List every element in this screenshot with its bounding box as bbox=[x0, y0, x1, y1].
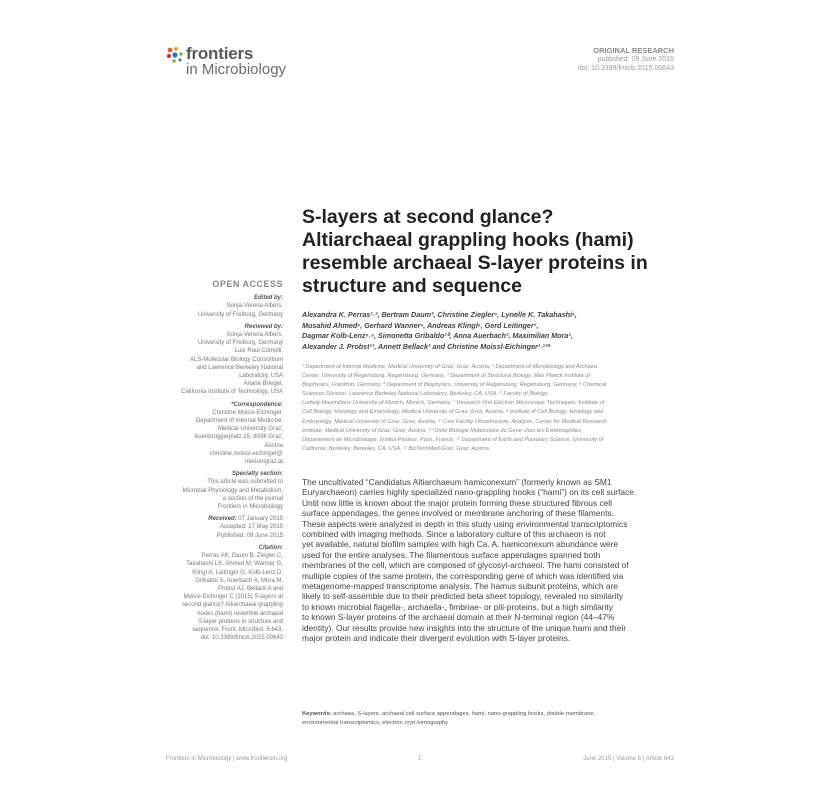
reviewed-by-line: California Institute of Technology, USA bbox=[181, 389, 283, 396]
doi: doi: 10.3389/fmicb.2015.00643 bbox=[577, 65, 674, 72]
page-number: 1 bbox=[418, 756, 422, 762]
edited-by-label: Edited by: bbox=[253, 295, 283, 302]
abstract-line: metagenome-mapped transcriptome analysis. The hamus subunit proteins, which are bbox=[302, 581, 618, 592]
accepted-label: Accepted: bbox=[219, 524, 247, 531]
author-line: Alexandra K. Perras¹˒², Bertram Daum³, Christine Ziegler⁴, Lynelle K. Takahashi⁵, bbox=[302, 310, 577, 319]
received-label: Received: bbox=[208, 516, 237, 523]
affiliation-line: California, Berkeley, Berkeley, CA, USA, ¹² BioTechMed-Graz, Graz, Austria bbox=[302, 445, 489, 452]
title-line: resemble archaeal S-layer proteins in bbox=[302, 252, 648, 274]
correspondence-line: Christine Moissl-Eichinger, bbox=[212, 409, 283, 416]
open-access-label: OPEN ACCESS bbox=[212, 279, 283, 289]
abstract-line: to known S-layer proteins of the archaeal domain at their N-terminal region (44–47% bbox=[302, 612, 615, 623]
published-value: 09 June 2015 bbox=[246, 532, 283, 539]
citation-label: Citation: bbox=[258, 544, 283, 551]
edited-by-line: Sonja-Verena Albers, bbox=[226, 303, 283, 310]
keywords bbox=[302, 710, 676, 727]
abstract-line: yet available, natural biofilm samples with high Ca. A. hamiconexum abundance were bbox=[302, 539, 619, 550]
frontiers-logo-icon bbox=[166, 46, 184, 64]
author-line: Dagmar Kolb-Lenz⁸˒⁹, Simonetta Gribaldo¹⁰, Anna Auerbach², Maximilian Mora¹, bbox=[302, 331, 573, 341]
citation-line: Gribaldo S, Auerbach A, Mora M, bbox=[195, 577, 283, 584]
specialty-label: Specialty section: bbox=[231, 471, 283, 478]
abstract-line: The uncultivated “Candidatus Altiarchaeum hamiconexum” (formerly known as SM1 bbox=[302, 477, 612, 487]
citation-line: second glance? Altiarchaeal grappling bbox=[181, 602, 283, 609]
abstract-line: These aspects were analyzed in depth in this study using environmental transcriptomics bbox=[302, 518, 628, 529]
article-title bbox=[302, 206, 682, 298]
affiliation-line: Center, University of Regensburg, Regensburg, Germany, ³ Department of Structural Biology, Max Planck Institute of bbox=[302, 373, 591, 380]
affiliation-line: Sciences Division, Lawrence Berkeley National Laboratory, Berkeley, CA, USA, ⁶ Faculty of Biology, bbox=[302, 391, 549, 398]
footer-journal-link[interactable]: Frontiers in Microbiology | www.frontiersin.org bbox=[166, 756, 288, 762]
correspondence-email[interactable]: christine.moissl-eichinger@ bbox=[209, 450, 283, 457]
specialty-line: This article was submitted to bbox=[207, 479, 283, 486]
published-date-side bbox=[160, 532, 283, 540]
reviewed-by-line: ALS-Molecular Biology Consortium bbox=[189, 356, 283, 363]
abstract-line: surface appendages, the genes involved or membrane anchoring of these filaments. bbox=[302, 508, 614, 519]
affiliation-line: Ludwig-Maximilians-University of Munich, Munich, Germany, ⁷ Research Unit Electron Microscopic Techniques, Institute of bbox=[302, 400, 605, 407]
correspondence-label: *Correspondence: bbox=[230, 401, 283, 408]
affiliation-line: Institute, Medical University of Graz, Graz, Austria, ¹⁰ Unité Biologie Moléculaire du Gene chez les Extrêmophiles, bbox=[302, 427, 583, 434]
abstract bbox=[302, 477, 676, 644]
accepted-date bbox=[160, 523, 283, 531]
abstract-line: combined with imaging methods. Since a laboratory culture of this archaeon is not bbox=[302, 529, 606, 540]
abstract-line: Until now little is known about the major protein forming these structured fibrous cell bbox=[302, 497, 613, 508]
affiliation-line: Cell Biology, Histology and Embryology, Medical University of Graz, Graz, Austria, ⁸ Institute of Cell Biology, Histology and bbox=[302, 409, 604, 416]
affiliations bbox=[302, 363, 672, 454]
abstract-line: Euryarchaeon) carries highly specialized nano-grappling hooks (“hami”) on its cell surface. bbox=[302, 487, 637, 498]
reviewed-by-line: University of Freiburg, Germany bbox=[197, 340, 283, 347]
edited-by-line: University of Freiburg, Germany bbox=[197, 311, 283, 318]
abstract-line: membranes of the cell, which are composed of glycosyl-archaeol. The hami consisted of bbox=[302, 560, 629, 571]
article-type: ORIGINAL RESEARCH bbox=[593, 46, 674, 55]
correspondence-line: Medical University Graz, bbox=[217, 426, 283, 433]
citation-line: sequence. Front. Microbiol. 6:643. bbox=[192, 626, 283, 633]
citation-line: Takahashi LK, Ahmed M, Wanner G, bbox=[186, 561, 283, 568]
affiliation-line: ¹ Department of Internal Medicine, Medical University of Graz, Graz, Austria, ² Department of Microbiology and Archaea bbox=[302, 364, 597, 370]
citation-line: Perras AK, Daum B, Ziegler C, bbox=[201, 553, 283, 560]
specialty-line: Microbial Physiology and Metabolism, bbox=[182, 487, 283, 494]
footer-issue: June 2015 | Volume 6 | Article 643 bbox=[583, 756, 674, 762]
correspondence-line: Auenbruggerplatz 15, 8036 Graz, bbox=[194, 434, 283, 441]
correspondence-line: Department of Internal Medicine, bbox=[195, 418, 283, 425]
reviewed-by-line: Laboratory, USA bbox=[239, 373, 283, 380]
specialty-line: Frontiers in Microbiology bbox=[217, 504, 283, 511]
article-meta bbox=[578, 46, 674, 73]
correspondence-email[interactable]: medunigraz.at bbox=[244, 459, 283, 466]
citation-line: hooks (hami) resemble archaeal bbox=[197, 610, 283, 617]
reviewed-by-label: Reviewed by: bbox=[244, 323, 283, 330]
received-date bbox=[160, 515, 283, 523]
citation-line: Probst AJ, Bellack A and bbox=[217, 585, 283, 592]
reviewed-by-line: Sonja-Verena Albers, bbox=[226, 332, 283, 339]
title-line: structure and sequence bbox=[302, 275, 522, 297]
title-line: S-layers at second glance? bbox=[302, 206, 554, 228]
author-line: Musahid Ahmed⁵, Gerhard Wanner⁶, Andreas Klingl⁶, Gerd Leitinger⁷, bbox=[302, 320, 539, 330]
published-label: Published: bbox=[216, 532, 245, 539]
logo-journal: in Microbiology bbox=[186, 61, 287, 78]
abstract-line: likely to self-assemble due to their predicted beta sheet topology, revealed no similarity bbox=[302, 591, 624, 602]
abstract-line: major protein and indicate their divergent evolution with S-layer proteins. bbox=[302, 633, 571, 644]
keywords-line: environmental transcriptomics, electron cryo-tomography bbox=[302, 719, 448, 726]
abstract-line: to known microbial flagella-, archaella-, fimbriae- or pili-proteins, but a high similarity bbox=[302, 601, 613, 612]
abstract-line: multiple copies of the same protein, the corresponding gene of which was identified via bbox=[302, 570, 624, 581]
citation-line: S-layer proteins in structure and bbox=[197, 618, 283, 625]
affiliation-line: Biophysics, Frankfurt, Germany, ⁴ Department of Biophysics, University of Regensburg, Regensburg, Germany, ⁵ Chemical bbox=[302, 382, 607, 389]
reviewed-by-line: and Lawrence Berkeley National bbox=[196, 364, 283, 371]
citation-line: Klingl A, Leitinger G, Kolb-Lenz D, bbox=[192, 569, 283, 576]
affiliation-line: Département de Microbiologie, Institut Pasteur, Paris, France, ¹¹ Department of Earth and Planetary Science, University of bbox=[302, 436, 604, 443]
affiliation-line: Embryology, Medical University of Graz, Graz, Austria, ⁹ Core Facility Ultrastructure, Analysis, Center for Medical Research bbox=[302, 418, 607, 425]
keywords-label: Keywords: bbox=[302, 711, 332, 717]
received-value: 07 January 2015 bbox=[238, 516, 283, 523]
citation-line: Moissl-Eichinger C (2015) S-layers at bbox=[183, 594, 283, 601]
citation-doi[interactable]: doi: 10.3389/fmicb.2015.00643 bbox=[200, 635, 283, 642]
sidebar bbox=[160, 280, 283, 642]
accepted-value: 17 May 2015 bbox=[248, 524, 283, 531]
keywords-line: archaea, S-layers, archaeal cell surface appendages, hami, nano-grappling hooks, double-membrane, bbox=[333, 711, 596, 717]
correspondence-line: Austria bbox=[264, 442, 283, 449]
reviewed-by-line: Luis Raul Comolli, bbox=[234, 348, 283, 355]
author-list bbox=[302, 310, 682, 352]
abstract-line: used for the entire analyses. The filamentous surface appendages spanned both bbox=[302, 549, 601, 560]
abstract-line: identity). Our results provide new insights into the structure of the unique hami and their bbox=[302, 622, 627, 633]
specialty-line: a section of the journal bbox=[222, 495, 283, 502]
reviewed-by-line: Ariane Briegel, bbox=[243, 381, 283, 388]
published-date: published: 09 June 2015 bbox=[597, 56, 674, 63]
author-line: Alexander J. Probst¹¹, Annett Bellack² and Christine Moissl-Eichinger¹˒¹²* bbox=[302, 341, 551, 351]
logo-brand: frontiers bbox=[186, 44, 254, 63]
title-line: Altiarchaeal grappling hooks (hami) bbox=[302, 229, 634, 251]
